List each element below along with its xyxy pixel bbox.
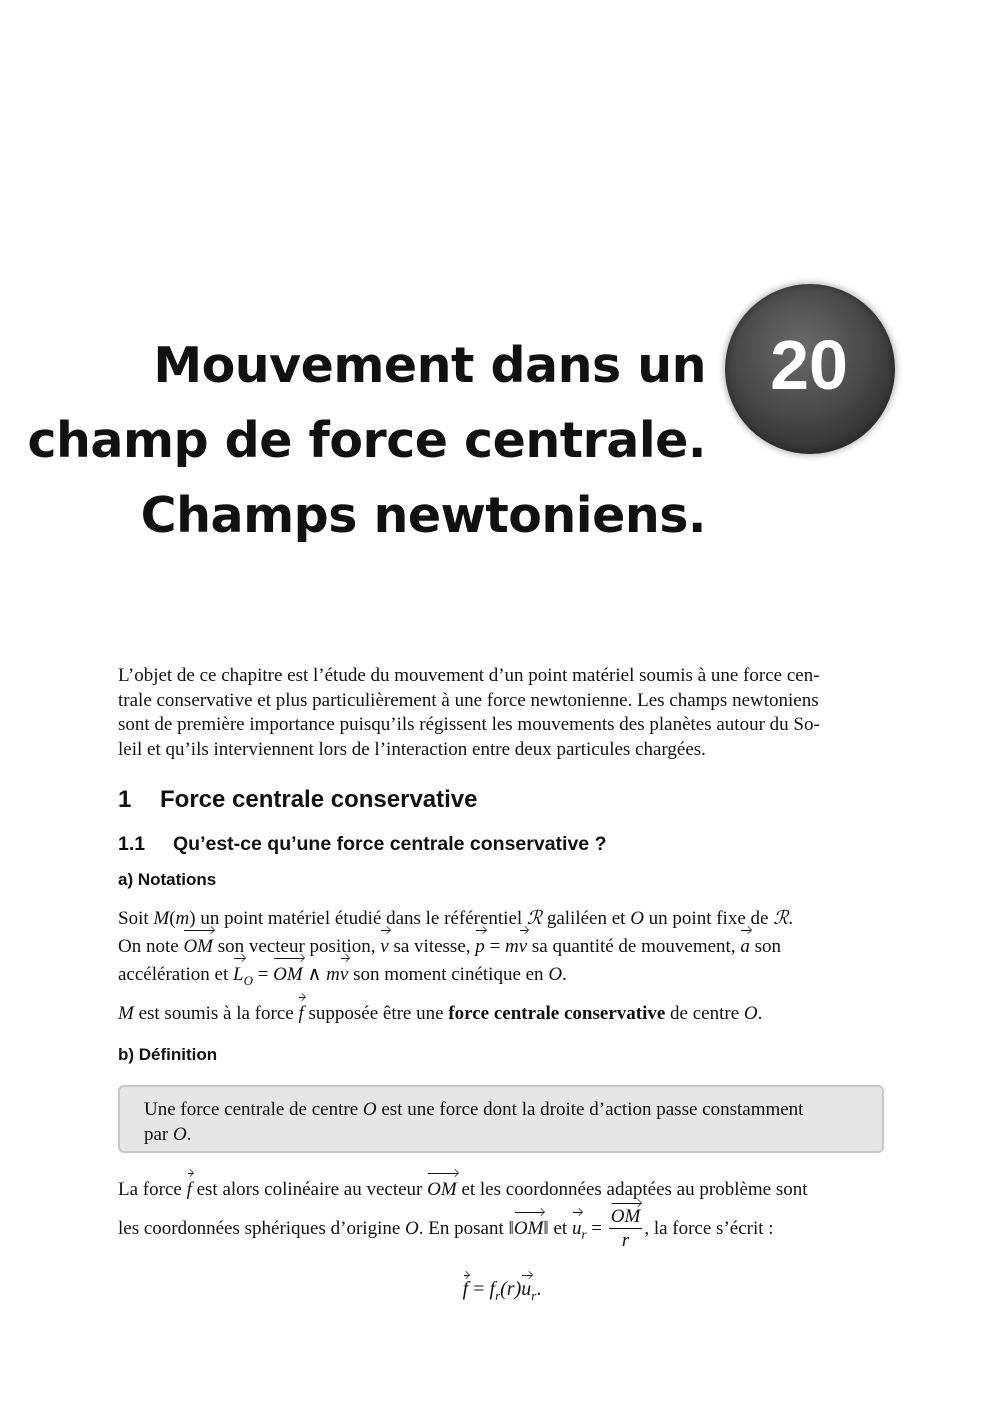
notations-line-1: Soit M(m) un point matériel étudié dans le référentiel ℛ galiléen et O un point fixe de ℛ. [118, 908, 794, 929]
section-title: Force centrale conservative [160, 786, 478, 813]
intro-paragraph [118, 664, 886, 762]
vector-OM: OM [427, 1176, 457, 1204]
notations-line-2: On note OM son vecteur position, v sa vitesse, p = mv sa quantité de mouvement, a son [118, 933, 886, 961]
vector-L: L [233, 961, 244, 989]
fraction-OM-over-r: $\frac{OM}{r}$ [610, 1206, 641, 1251]
vector-u: u [521, 1278, 532, 1300]
intro-line: L’objet de ce chapitre est l’étude du mouvement d’un point matériel soumis à une force cen- [118, 665, 820, 686]
intro-line: leil et qu’ils interviennent lors de l’interaction entre deux particules chargées. [118, 738, 706, 760]
definition-heading: b) Définition [118, 1045, 218, 1064]
vector-v: v [340, 961, 348, 989]
vector-f: f [462, 1278, 469, 1300]
subsection-number: 1.1 [118, 833, 146, 855]
vector-OM: OM [273, 961, 303, 989]
title-line-1: Mouvement dans un [153, 337, 706, 394]
force-line-1: La force f est alors colinéaire au vecteur OM et les coordonnées adaptées au problème sont [118, 1176, 886, 1204]
vector-f: f [298, 1000, 303, 1028]
force-line-2: les coordonnées sphériques d’origine O. En posant ‖OM‖ et $u_r$ = $\frac{OM}{r}$ , la force s’écrit : [118, 1206, 774, 1251]
title-line-2: champ de force centrale. [27, 412, 706, 469]
force-equation: $f = f_r(r)u_r$. [462, 1278, 542, 1303]
vector-OM: OM [514, 1215, 544, 1243]
subsection-heading [118, 833, 607, 856]
chapter-number-badge [725, 284, 895, 454]
force-paragraph [118, 1176, 886, 1253]
vector-v: v [380, 933, 388, 961]
intro-line: trale conservative et plus particulièrement à une force newtonienne. Les champs newtoniens [118, 689, 819, 711]
notations-paragraph [118, 905, 886, 1028]
vector-a: a [740, 933, 750, 961]
notations-line-3: accélération et $L_O$ = OM ∧ mv son moment cinétique en O. [118, 961, 886, 995]
subsection-title: Qu’est-ce qu’une force centrale conservative ? [173, 833, 607, 855]
notations-line-4: M est soumis à la force f supposée être une force centrale conservative de centre O. [118, 1000, 886, 1028]
section-number: 1 [118, 786, 132, 813]
vector-u: u [572, 1215, 582, 1243]
vector-OM: OM [183, 933, 213, 961]
vector-p: p [475, 933, 485, 961]
definition-text: Une force centrale de centre O est une force dont la droite d’action passe constamment par O. [144, 1099, 804, 1145]
intro-line: sont de première importance puisqu’ils régissent les mouvements des planètes autour du So- [118, 714, 820, 735]
vector-f: f [187, 1176, 192, 1204]
chapter-number: 20 [770, 326, 848, 404]
section-heading [118, 786, 478, 814]
definition-box [118, 1085, 884, 1153]
notations-heading: a) Notations [118, 870, 217, 889]
chapter-title [28, 328, 707, 553]
title-line-3: Champs newtoniens. [140, 487, 706, 544]
vector-v: v [519, 933, 527, 961]
